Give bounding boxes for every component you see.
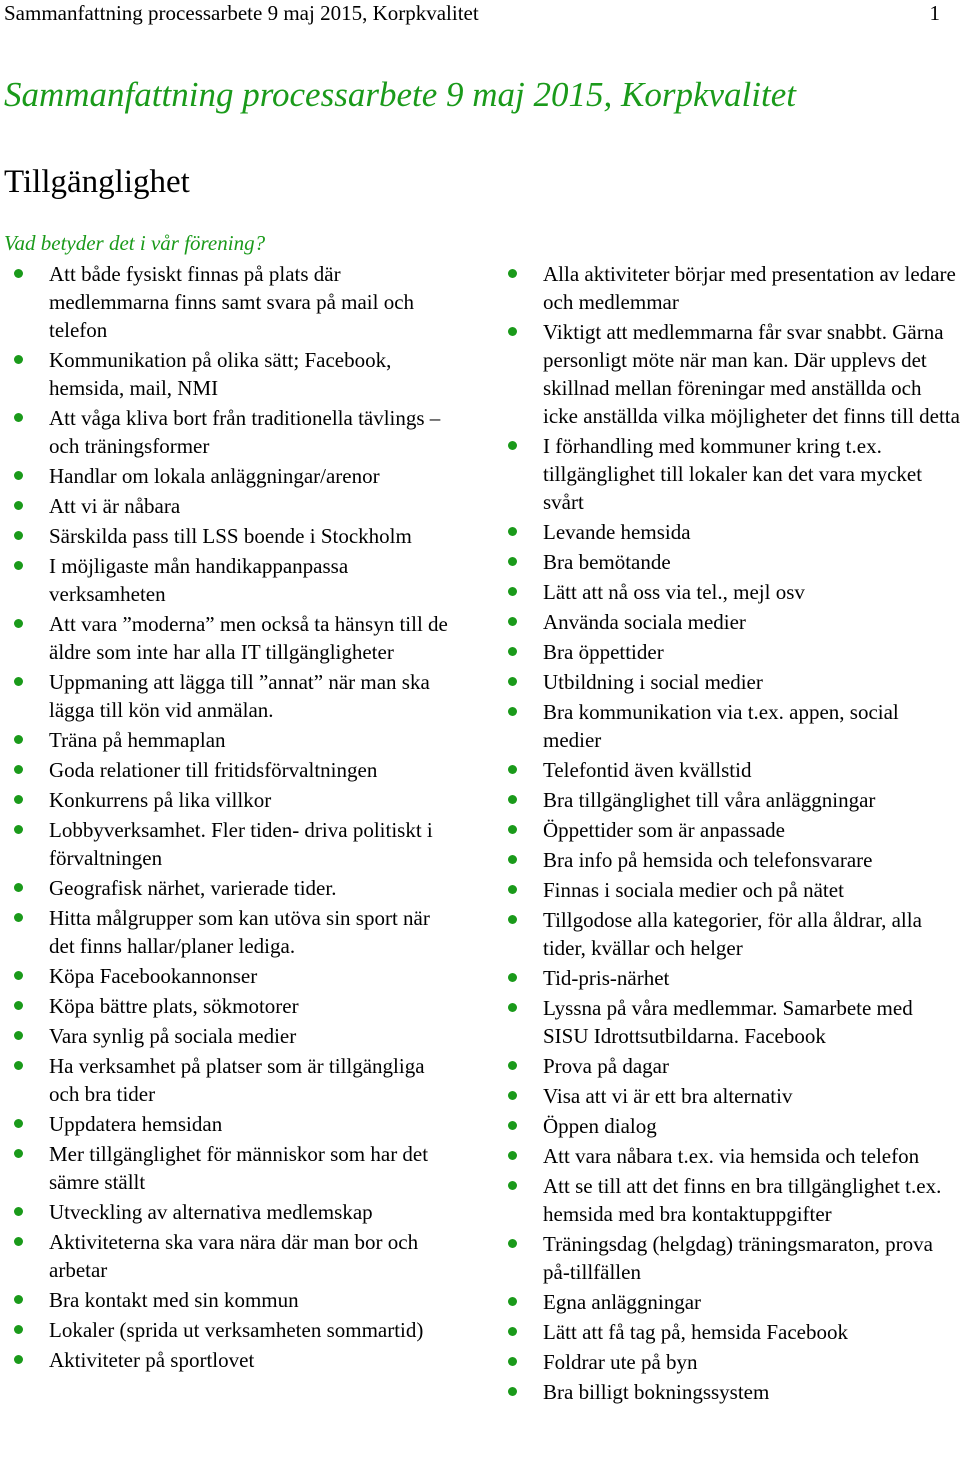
bullet-icon bbox=[508, 1181, 517, 1190]
bullet-icon bbox=[508, 915, 517, 924]
list-item bbox=[508, 608, 960, 636]
list-item-text: Att både fysiskt finnas på plats där medlemmarna finns samt svara på mail och telefon bbox=[49, 262, 415, 342]
list-item-text: Lyssna på våra medlemmar. Samarbete med SISU Idrottsutbildarna. Facebook bbox=[543, 996, 913, 1048]
list-item bbox=[508, 964, 960, 992]
bullet-icon bbox=[508, 1003, 517, 1012]
bullet-icon bbox=[508, 1239, 517, 1248]
list-item-text: Mer tillgänglighet för människor som har det sämre ställt bbox=[49, 1142, 429, 1194]
bullet-icon bbox=[508, 973, 517, 982]
list-item-text: Aktiviteter på sportlovet bbox=[49, 1348, 255, 1372]
list-item bbox=[508, 1288, 960, 1316]
list-item-text: Uppmaning att lägga till ”annat” när man ska lägga till kön vid anmälan. bbox=[49, 670, 430, 722]
bullet-icon bbox=[508, 1061, 517, 1070]
bullet-icon bbox=[508, 1121, 517, 1130]
list-item-text: Bra öppettider bbox=[543, 640, 664, 664]
list-item bbox=[508, 1082, 960, 1110]
bullet-icon bbox=[14, 355, 23, 364]
list-item bbox=[508, 846, 960, 874]
bullet-icon bbox=[14, 883, 23, 892]
bullet-icon bbox=[14, 1149, 23, 1158]
bullet-icon bbox=[14, 735, 23, 744]
list-item bbox=[508, 432, 960, 516]
list-item-text: I möjligaste mån handikappanpassa verksamheten bbox=[49, 554, 349, 606]
list-item bbox=[508, 548, 960, 576]
list-item-text: Bra kontakt med sin kommun bbox=[49, 1288, 299, 1312]
list-item bbox=[14, 786, 454, 814]
list-item-text: Bra kommunikation via t.ex. appen, social medier bbox=[543, 700, 899, 752]
bullet-icon bbox=[508, 1091, 517, 1100]
list-item-text: Öppettider som är anpassade bbox=[543, 818, 786, 842]
list-item-text: Kommunikation på olika sätt; Facebook, hemsida, mail, NMI bbox=[49, 348, 392, 400]
list-item bbox=[508, 698, 960, 754]
list-item-text: Lobbyverksamhet. Fler tiden- driva politiskt i förvaltningen bbox=[49, 818, 433, 870]
list-item-text: Lätt att få tag på, hemsida Facebook bbox=[543, 1320, 848, 1344]
list-item-text: Utbildning i social medier bbox=[543, 670, 763, 694]
list-item-text: Träningsdag (helgdag) träningsmaraton, prova på-tillfällen bbox=[543, 1232, 933, 1284]
bullet-icon bbox=[14, 413, 23, 422]
list-item-text: Att våga kliva bort från traditionella tävlings – och träningsformer bbox=[49, 406, 441, 458]
bullet-icon bbox=[508, 765, 517, 774]
section-heading: Tillgänglighet bbox=[4, 164, 190, 200]
list-item bbox=[508, 638, 960, 666]
list-item bbox=[508, 1052, 960, 1080]
list-item bbox=[14, 962, 454, 990]
list-item-text: Viktigt att medlemmarna får svar snabbt. Gärna personligt möte när man kan. Där upplevs det skillnad mellan föreningar med anställda och icke anställda vilka möjligheter det finns till detta bbox=[543, 320, 960, 428]
bullet-icon bbox=[508, 557, 517, 566]
list-item bbox=[14, 816, 454, 872]
list-item bbox=[14, 668, 454, 724]
bullet-icon bbox=[508, 269, 517, 278]
list-item bbox=[508, 1318, 960, 1346]
list-item-text: Att vi är nåbara bbox=[49, 494, 181, 518]
list-item bbox=[14, 1110, 454, 1138]
right-bullet-list bbox=[508, 260, 960, 1408]
list-item-text: Bra bemötande bbox=[543, 550, 671, 574]
list-item-text: Träna på hemmaplan bbox=[49, 728, 226, 752]
list-item-text: Särskilda pass till LSS boende i Stockholm bbox=[49, 524, 412, 548]
list-item-text: Utveckling av alternativa medlemskap bbox=[49, 1200, 373, 1224]
bullet-icon bbox=[508, 825, 517, 834]
list-item bbox=[508, 756, 960, 784]
list-item-text: Använda sociala medier bbox=[543, 610, 746, 634]
list-item bbox=[14, 552, 454, 608]
list-item bbox=[508, 318, 960, 430]
list-item bbox=[508, 260, 960, 316]
bullet-icon bbox=[14, 269, 23, 278]
list-item-text: Vara synlig på sociala medier bbox=[49, 1024, 297, 1048]
bullet-icon bbox=[14, 795, 23, 804]
list-item bbox=[14, 1316, 454, 1344]
list-item-text: Bra info på hemsida och telefonsvarare bbox=[543, 848, 873, 872]
bullet-icon bbox=[14, 971, 23, 980]
list-item bbox=[14, 726, 454, 754]
list-item bbox=[508, 994, 960, 1050]
list-item-text: Telefontid även kvällstid bbox=[543, 758, 752, 782]
page-header bbox=[4, 0, 944, 26]
list-item bbox=[508, 906, 960, 962]
list-item bbox=[508, 668, 960, 696]
list-item-text: Köpa Facebookannonser bbox=[49, 964, 258, 988]
bullet-icon bbox=[508, 1327, 517, 1336]
list-item bbox=[14, 904, 454, 960]
list-item bbox=[14, 874, 454, 902]
list-item bbox=[508, 1230, 960, 1286]
list-item-text: Geografisk närhet, varierade tider. bbox=[49, 876, 337, 900]
bullet-icon bbox=[14, 561, 23, 570]
list-item-text: Köpa bättre plats, sökmotorer bbox=[49, 994, 299, 1018]
list-item-text: Handlar om lokala anläggningar/arenor bbox=[49, 464, 380, 488]
bullet-icon bbox=[14, 1031, 23, 1040]
list-item bbox=[508, 786, 960, 814]
list-item-text: Lokaler (sprida ut verksamheten sommartid) bbox=[49, 1318, 424, 1342]
list-item-text: Tid-pris-närhet bbox=[543, 966, 670, 990]
list-item bbox=[508, 518, 960, 546]
bullet-icon bbox=[508, 1357, 517, 1366]
list-item bbox=[508, 816, 960, 844]
left-bullet-list bbox=[14, 260, 454, 1376]
list-item-text: Bra billigt bokningssystem bbox=[543, 1380, 770, 1404]
list-item bbox=[14, 610, 454, 666]
list-item-text: I förhandling med kommuner kring t.ex. tillgänglighet till lokaler kan det vara mycket svårt bbox=[543, 434, 923, 514]
bullet-icon bbox=[508, 327, 517, 336]
list-item bbox=[14, 346, 454, 402]
section-question: Vad betyder det i vår förening? bbox=[4, 231, 266, 255]
bullet-icon bbox=[508, 885, 517, 894]
list-item-text: Ha verksamhet på platser som är tillgängliga och bra tider bbox=[49, 1054, 425, 1106]
bullet-icon bbox=[14, 677, 23, 686]
bullet-icon bbox=[14, 1355, 23, 1364]
list-item-text: Konkurrens på lika villkor bbox=[49, 788, 272, 812]
bullet-icon bbox=[508, 647, 517, 656]
bullet-icon bbox=[14, 1061, 23, 1070]
bullet-icon bbox=[508, 1297, 517, 1306]
list-item bbox=[508, 1112, 960, 1140]
bullet-icon bbox=[508, 441, 517, 450]
list-item-text: Goda relationer till fritidsförvaltningen bbox=[49, 758, 378, 782]
list-item bbox=[508, 1348, 960, 1376]
bullet-icon bbox=[14, 619, 23, 628]
list-item bbox=[14, 1228, 454, 1284]
list-item-text: Lätt att nå oss via tel., mejl osv bbox=[543, 580, 805, 604]
list-item-text: Prova på dagar bbox=[543, 1054, 669, 1078]
list-item bbox=[14, 756, 454, 784]
document-title: Sammanfattning processarbete 9 maj 2015, Korpkvalitet bbox=[4, 75, 796, 114]
bullet-icon bbox=[14, 1295, 23, 1304]
bullet-icon bbox=[14, 501, 23, 510]
list-item-text: Visa att vi är ett bra alternativ bbox=[543, 1084, 793, 1108]
list-item bbox=[508, 1142, 960, 1170]
bullet-icon bbox=[508, 855, 517, 864]
list-item bbox=[14, 992, 454, 1020]
bullet-icon bbox=[14, 1119, 23, 1128]
list-item bbox=[508, 876, 960, 904]
bullet-icon bbox=[14, 913, 23, 922]
list-item bbox=[508, 1172, 960, 1228]
list-item bbox=[508, 578, 960, 606]
list-item bbox=[14, 492, 454, 520]
list-item-text: Att vara ”moderna” men också ta hänsyn till de äldre som inte har alla IT tillgängligheter bbox=[49, 612, 448, 664]
bullet-icon bbox=[14, 531, 23, 540]
bullet-icon bbox=[508, 617, 517, 626]
list-item-text: Att se till att det finns en bra tillgänglighet t.ex. hemsida med bra kontaktuppgifter bbox=[543, 1174, 942, 1226]
list-item bbox=[14, 260, 454, 344]
list-item bbox=[508, 1378, 960, 1406]
page-number: 1 bbox=[929, 1, 940, 25]
list-item-text: Hitta målgrupper som kan utöva sin sport när det finns hallar/planer lediga. bbox=[49, 906, 430, 958]
list-item-text: Uppdatera hemsidan bbox=[49, 1112, 223, 1136]
list-item-text: Finnas i sociala medier och på nätet bbox=[543, 878, 844, 902]
bullet-icon bbox=[14, 1237, 23, 1246]
bullet-icon bbox=[508, 795, 517, 804]
list-item-text: Foldrar ute på byn bbox=[543, 1350, 698, 1374]
list-item-text: Alla aktiviteter börjar med presentation av ledare och medlemmar bbox=[543, 262, 956, 314]
list-item bbox=[14, 1346, 454, 1374]
list-item bbox=[14, 1052, 454, 1108]
list-item-text: Bra tillgänglighet till våra anläggningar bbox=[543, 788, 876, 812]
bullet-icon bbox=[14, 1207, 23, 1216]
list-item bbox=[14, 1198, 454, 1226]
bullet-icon bbox=[508, 587, 517, 596]
bullet-icon bbox=[508, 527, 517, 536]
list-item bbox=[14, 1140, 454, 1196]
list-item-text: Egna anläggningar bbox=[543, 1290, 702, 1314]
list-item bbox=[14, 522, 454, 550]
list-item-text: Att vara nåbara t.ex. via hemsida och telefon bbox=[543, 1144, 920, 1168]
bullet-icon bbox=[14, 1001, 23, 1010]
list-item bbox=[14, 404, 454, 460]
list-item-text: Tillgodose alla kategorier, för alla åldrar, alla tider, kvällar och helger bbox=[543, 908, 922, 960]
list-item bbox=[14, 462, 454, 490]
bullet-icon bbox=[508, 1151, 517, 1160]
list-item-text: Levande hemsida bbox=[543, 520, 691, 544]
bullet-icon bbox=[14, 1325, 23, 1334]
list-item-text: Öppen dialog bbox=[543, 1114, 657, 1138]
bullet-icon bbox=[14, 471, 23, 480]
bullet-icon bbox=[14, 765, 23, 774]
bullet-icon bbox=[14, 825, 23, 834]
list-item bbox=[14, 1286, 454, 1314]
bullet-icon bbox=[508, 1387, 517, 1396]
header-text: Sammanfattning processarbete 9 maj 2015, Korpkvalitet bbox=[4, 1, 479, 25]
list-item-text: Aktiviteterna ska vara nära där man bor och arbetar bbox=[49, 1230, 419, 1282]
bullet-icon bbox=[508, 677, 517, 686]
list-item bbox=[14, 1022, 454, 1050]
bullet-icon bbox=[508, 707, 517, 716]
